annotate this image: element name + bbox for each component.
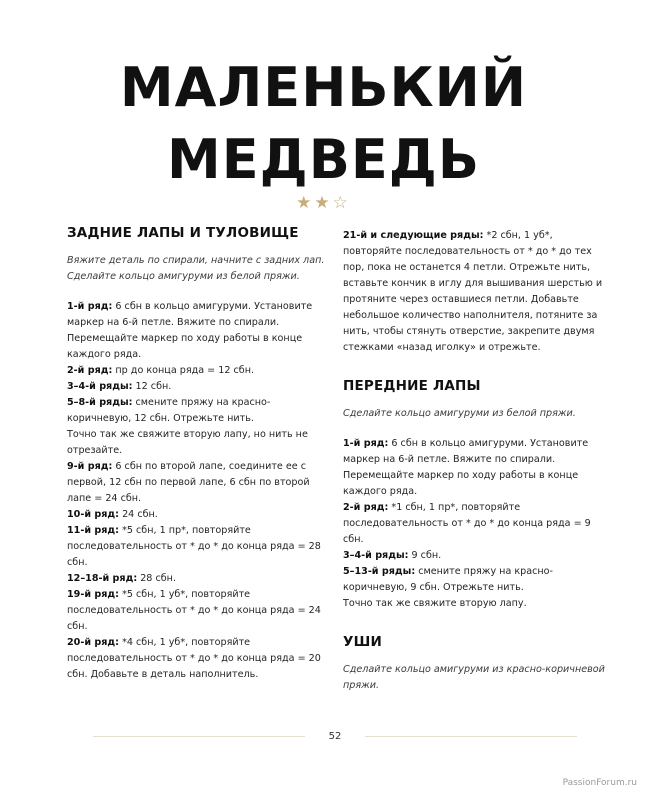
row-label: 3–4-й ряды: <box>67 381 133 392</box>
instruction-row <box>67 427 333 459</box>
section-note: Сделайте кольцо амигуруми из красно-коричневой пряжи. <box>343 664 605 691</box>
section-heading-hind-legs: ЗАДНИЕ ЛАПЫ И ТУЛОВИЩЕ <box>67 225 299 241</box>
instruction-row <box>343 436 609 500</box>
instruction-row <box>343 548 609 564</box>
row-label: 19-й ряд: <box>67 589 120 600</box>
star-empty-icon: ☆ <box>332 193 351 213</box>
watermark: PassionForum.ru <box>562 778 637 788</box>
star-filled-icon: ★ <box>296 193 315 213</box>
row-text: 12 сбн. <box>132 381 172 392</box>
instruction-row <box>343 596 609 612</box>
instruction-row <box>67 571 333 587</box>
row-text: 6 сбн в кольцо амигуруми. Установите маркер на 6-й петле. Вяжите по спирали. Перемещайте маркер по ходу работы в конце каждого ряда. <box>343 438 589 497</box>
row-text: 6 сбн по второй лапе, соедините ее с первой, 12 сбн по первой лапе, 6 сбн по второй лапе = 24 сбн. <box>67 461 310 504</box>
difficulty-rating <box>0 194 647 212</box>
row-text: *4 сбн, 1 уб*, повторяйте последовательность от * до * до конца ряда = 20 сбн. Добавьте в деталь наполнитель. <box>67 637 321 680</box>
star-filled-icon: ★ <box>314 193 333 213</box>
instruction-row <box>67 459 333 507</box>
section-note: Вяжите деталь по спирали, начните с задних лап. Сделайте кольцо амигуруми из белой пряжи. <box>67 255 325 282</box>
instruction-row <box>67 379 333 395</box>
instruction-row <box>67 363 333 379</box>
row-text: смените пряжу на красно-коричневую, 12 сбн. Отрежьте нить. <box>67 397 271 424</box>
row-text: 9 сбн. <box>408 550 442 561</box>
row-label: 11-й ряд: <box>67 525 120 536</box>
left-column <box>67 223 333 683</box>
page-number: 52 <box>328 731 342 742</box>
row-label: 9-й ряд: <box>67 461 113 472</box>
row-label: 12–18-й ряд: <box>67 573 138 584</box>
row-text: *2 сбн, 1 уб*, повторяйте последовательность от * до * до тех пор, пока не останется 4 петли. Отрежьте нить, вставьте кончик в иглу для вышивания шерстью и протяните через оставшиеся петли. Добавьте небольшое количество наполнителя, потяните за нить, чтобы стянуть отверстие, закрепите двумя стежками «назад иголку» и отрежьте. <box>343 230 603 353</box>
instruction-row <box>67 523 333 571</box>
right-column <box>343 228 609 708</box>
row-text: Точно так же свяжите вторую лапу. <box>343 598 527 609</box>
section-note: Сделайте кольцо амигуруми из белой пряжи. <box>343 408 576 419</box>
row-text: *5 сбн, 1 уб*, повторяйте последовательность от * до * до конца ряда = 24 сбн. <box>67 589 321 632</box>
row-text: пр до конца ряда = 12 сбн. <box>112 365 255 376</box>
row-label: 20-й ряд: <box>67 637 120 648</box>
instruction-row <box>67 635 333 683</box>
instruction-row <box>67 507 333 523</box>
instruction-row <box>343 500 609 548</box>
footer-divider <box>365 736 577 737</box>
section-heading-ears: УШИ <box>343 634 382 650</box>
row-label: 2-й ряд: <box>67 365 113 376</box>
row-text: *1 сбн, 1 пр*, повторяйте последовательность от * до * до конца ряда = 9 сбн. <box>343 502 591 545</box>
title-line-2: МЕДВЕДЬ <box>166 128 481 191</box>
row-text: 24 сбн. <box>119 509 158 520</box>
instruction-row <box>343 228 609 356</box>
row-label: 2-й ряд: <box>343 502 389 513</box>
instruction-row <box>67 395 333 427</box>
page-title <box>0 52 647 196</box>
row-label: 3–4-й ряды: <box>343 550 409 561</box>
row-label: 21-й и следующие ряды: <box>343 230 484 241</box>
row-label: 1-й ряд: <box>343 438 389 449</box>
row-text: смените пряжу на красно-коричневую, 9 сбн. Отрежьте нить. <box>343 566 554 593</box>
instruction-row <box>343 564 609 596</box>
row-text: Точно так же свяжите вторую лапу, но нить не отрезайте. <box>67 429 308 456</box>
instruction-list <box>343 436 609 612</box>
section-heading-front-legs: ПЕРЕДНИЕ ЛАПЫ <box>343 378 481 394</box>
instruction-row <box>67 299 333 363</box>
row-label: 10-й ряд: <box>67 509 120 520</box>
row-text: *5 сбн, 1 пр*, повторяйте последовательность от * до * до конца ряда = 28 сбн. <box>67 525 321 568</box>
instruction-row <box>67 587 333 635</box>
row-label: 5–8-й ряды: <box>67 397 133 408</box>
row-text: 6 сбн в кольцо амигуруми. Установите маркер на 6-й петле. Вяжите по спирали. Перемещайте маркер по ходу работы в конце каждого ряда. <box>67 301 313 360</box>
row-text: 28 сбн. <box>137 573 176 584</box>
page-footer <box>93 727 577 747</box>
row-label: 1-й ряд: <box>67 301 113 312</box>
footer-divider <box>93 736 305 737</box>
title-line-1: МАЛЕНЬКИЙ <box>119 56 528 119</box>
row-label: 5–13-й ряды: <box>343 566 416 577</box>
instruction-list <box>67 299 333 683</box>
